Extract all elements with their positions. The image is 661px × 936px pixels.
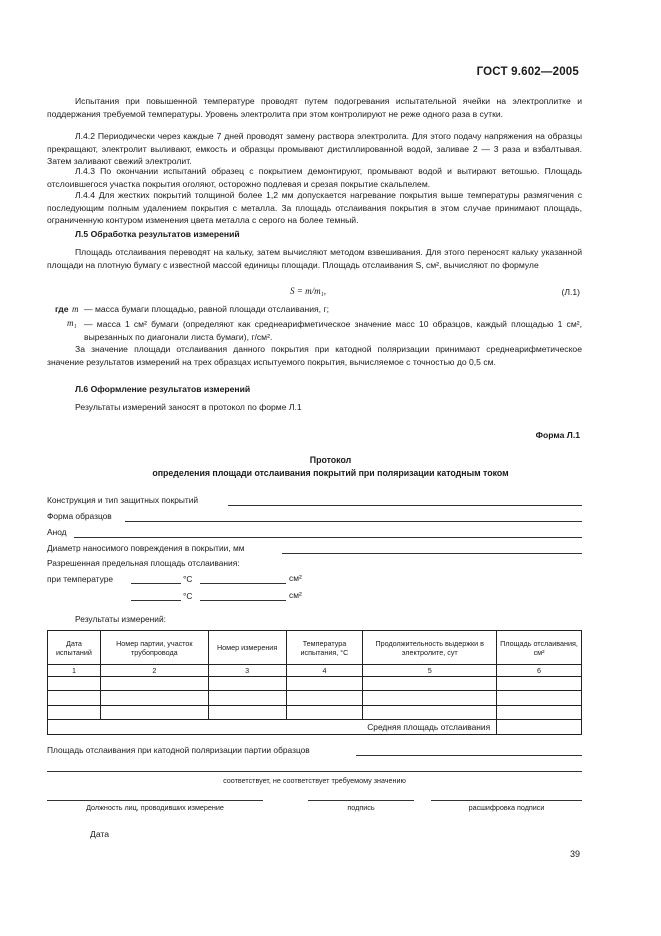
field-coating-type: Конструкция и тип защитных покрытий [47, 495, 199, 505]
table-cell[interactable] [100, 691, 208, 706]
table-header: Дата испытаний [48, 631, 101, 665]
table-cell[interactable] [100, 677, 208, 691]
table-cell[interactable] [208, 706, 286, 720]
area-2-line[interactable] [200, 600, 286, 601]
average-value-cell[interactable] [497, 720, 582, 735]
cathodic-label: Площадь отслаивания при катодной поляризации партии образцов [47, 745, 310, 755]
sign-signature-line[interactable] [308, 800, 414, 801]
area-2-unit: см² [289, 590, 302, 600]
date-label: Дата [90, 829, 110, 839]
temp-prefix: при температуре [47, 574, 114, 584]
table-header: Температура испытания, °С [286, 631, 363, 665]
conformity-caption: соответствует, не соответствует требуемому значению [223, 776, 406, 785]
protocol-subtitle: определения площади отслаивания покрытий при поляризации катодным током [152, 468, 509, 478]
column-number: 2 [100, 665, 208, 677]
table-cell[interactable] [497, 691, 582, 706]
field-sample-shape-line[interactable] [125, 521, 582, 522]
table-cell[interactable] [100, 706, 208, 720]
sign-position-caption: Должность лиц, проводивших измерение [86, 803, 224, 812]
field-anode-line[interactable] [74, 537, 582, 538]
table-average-row [48, 720, 582, 735]
conformity-line[interactable] [47, 771, 582, 772]
results-table [47, 630, 582, 735]
table-cell[interactable] [363, 706, 497, 720]
table-header: Номер партии, участок трубопровода [100, 631, 208, 665]
table-cell[interactable] [208, 677, 286, 691]
field-damage-diameter: Диаметр наносимого повреждения в покрытии, мм [47, 543, 245, 553]
where-m1: — масса 1 см² бумаги (определяют как среднеарифметическое значение масс 10 образцов, каждый площадью 1 см², вырезанных по диагонали листа бумаги), г/см². [84, 319, 582, 342]
formula-number: (Л.1) [561, 287, 580, 297]
table-header: Продолжительность выдержки в электролите, сут [363, 631, 497, 665]
protocol-title: Протокол [309, 455, 352, 465]
area-1-unit: см² [289, 573, 302, 583]
field-damage-diameter-line[interactable] [282, 553, 582, 554]
table-cell[interactable] [48, 677, 101, 691]
table-cell[interactable] [286, 677, 363, 691]
column-number: 6 [497, 665, 582, 677]
column-number: 3 [208, 665, 286, 677]
table-row [48, 677, 582, 691]
paragraph-l43: Л.4.3 По окончании испытаний образец с покрытием демонтируют, промывают водой и вытирают ветошью. Площадь отслоившегося участка покрытия оголяют, осторожно подлевая и срезая покрытие скальпелем. [47, 166, 582, 189]
section-heading-l5: Л.5 Обработка результатов измерений [75, 229, 240, 239]
form-label: Форма Л.1 [535, 430, 580, 440]
table-cell[interactable] [497, 677, 582, 691]
section-heading-l6: Л.6 Оформление результатов измерений [75, 384, 251, 394]
temp-1-deg: °С [183, 574, 193, 584]
where-m: — масса бумаги площадью, равной площади отслаивания, г; [84, 304, 329, 314]
table-cell[interactable] [286, 706, 363, 720]
paragraph-heating: Испытания при повышенной температуре проводят путем подогревания испытательной ячейки на электроплитке и поддержания требуемой температуры. Уровень электролита при этом контролируют не реже одного раза в сутки. [47, 96, 582, 119]
where-m1-symbol: m₁ [67, 318, 77, 328]
table-header-row [48, 631, 582, 665]
paragraph-l6: Результаты измерений заносят в протокол по форме Л.1 [75, 402, 302, 412]
table-cell[interactable] [497, 706, 582, 720]
table-cell[interactable] [208, 691, 286, 706]
table-header: Площадь отслаивания, см² [497, 631, 582, 665]
table-cell[interactable] [286, 691, 363, 706]
table-header: Номер измерения [208, 631, 286, 665]
where-m-symbol: m [72, 304, 79, 314]
table-row [48, 706, 582, 720]
standard-header: ГОСТ 9.602—2005 [476, 66, 579, 78]
sign-position-line[interactable] [47, 800, 263, 801]
paragraph-l5: Площадь отслаивания переводят на кальку, затем вычисляют методом взвешивания. Для этого переносят кальку указанной площади на плотную бумагу с известной массой единицы площади. Площадь отслаивания S, см², вычисляют по формуле [47, 247, 582, 270]
temp-2-line[interactable] [131, 600, 181, 601]
field-sample-shape: Форма образцов [47, 511, 112, 521]
column-number: 1 [48, 665, 101, 677]
sign-name-caption: расшифровка подписи [468, 803, 545, 812]
paragraph-average: За значение площади отслаивания данного покрытия при катодной поляризации принимают среднеарифметическое значение результатов измерений на трех образцах испытуемого покрытия, вычисляемое с точностью до 0,5 см. [47, 344, 582, 367]
table-cell[interactable] [363, 677, 497, 691]
sign-signature-caption: подпись [347, 803, 375, 812]
column-number: 4 [286, 665, 363, 677]
cathodic-line[interactable] [356, 755, 582, 756]
paragraph-l44: Л.4.4 Для жестких покрытий толщиной более 1,2 мм допускается нагревание покрытия выше температуры размягчения с последующим полным удалением покрытия с металла. За площадь отслаивания покрытия в этом случае принимают площадь, ограниченную контуром изменения цвета металла с серого на более темный. [47, 190, 582, 226]
table-cell[interactable] [48, 691, 101, 706]
table-cell[interactable] [363, 691, 497, 706]
area-1-line[interactable] [200, 583, 286, 584]
field-anode: Анод [47, 527, 67, 537]
sign-name-line[interactable] [431, 800, 582, 801]
paragraph-l42: Л.4.2 Периодически через каждые 7 дней проводят замену раствора электролита. Для этого подачу напряжения на образцы прекращают, электролит выливают, емкость и образцы промывают дистиллированной водой, заливае 2 — 3 раза и взбалтывая. Затем заливают свежий электролит. [47, 131, 582, 167]
average-label: Средняя площадь отслаивания [48, 720, 497, 735]
table-cell[interactable] [48, 706, 101, 720]
temp-2-deg: °С [183, 591, 193, 601]
table-row [48, 691, 582, 706]
formula-l1: S = m/m₁, [290, 286, 326, 296]
column-number: 5 [363, 665, 497, 677]
results-label: Результаты измерений: [75, 614, 166, 624]
table-number-row [48, 665, 582, 677]
where-label: где [55, 304, 69, 314]
page-number: 39 [569, 849, 580, 859]
allowed-area-label: Разрешенная предельная площадь отслаивания: [47, 558, 240, 568]
field-coating-type-line[interactable] [228, 505, 582, 506]
temp-1-line[interactable] [131, 583, 181, 584]
